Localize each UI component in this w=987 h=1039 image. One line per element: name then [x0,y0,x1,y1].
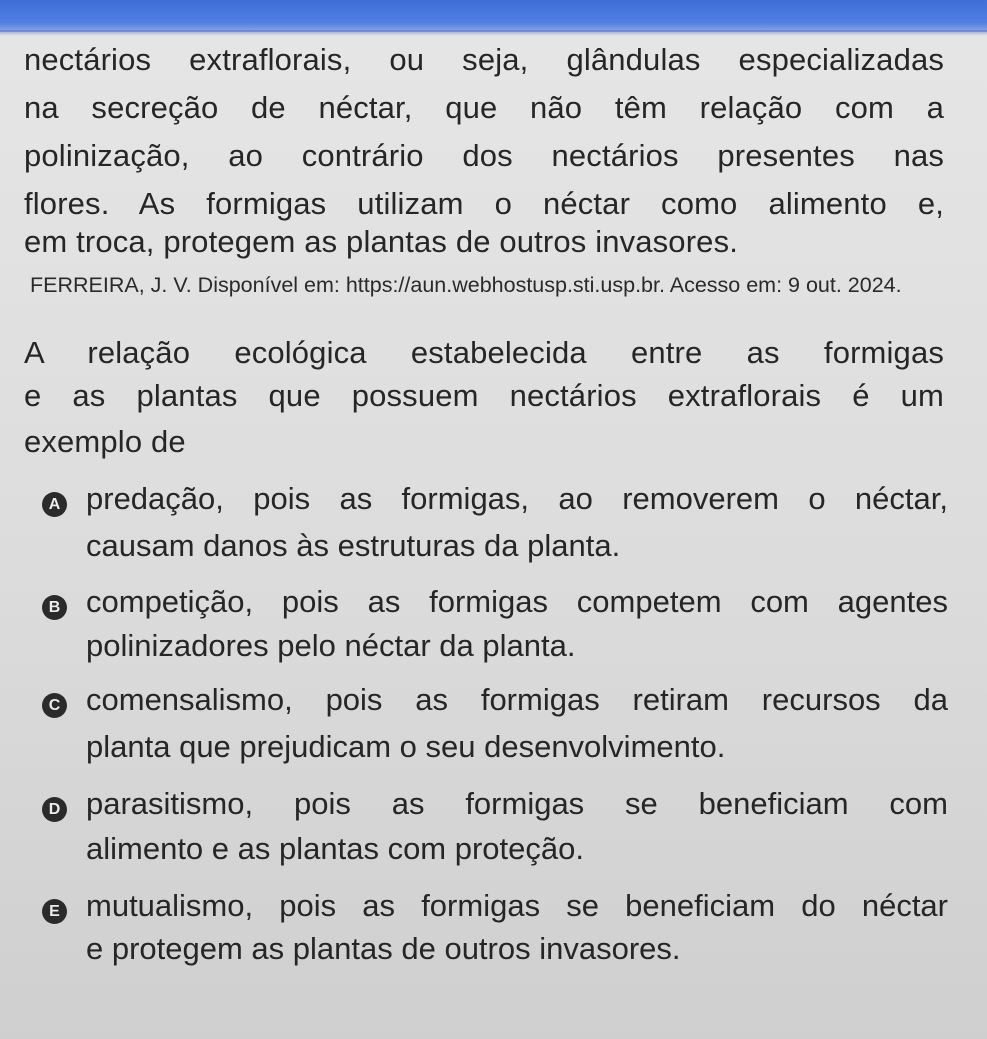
passage-line: polinização, ao contrário dos nectários presentes nas [24,138,944,173]
option-letter-badge: A [42,492,67,517]
source-citation: FERREIRA, J. V. Disponível em: https://aun.webhostusp.sti.usp.br. Acesso em: 9 out. 2024. [30,273,902,297]
option-letter-badge: B [42,595,67,620]
passage-line: na secreção de néctar, que não têm relação com a [24,90,944,125]
option-text-line: mutualismo, pois as formigas se beneficiam do néctar [86,888,948,923]
question-line: e as plantas que possuem nectários extraflorais é um [24,378,944,413]
passage-line: flores. As formigas utilizam o néctar como alimento e, [24,186,944,221]
option-text-line: planta que prejudicam o seu desenvolvimento. [86,729,726,764]
option-text-line: polinizadores pelo néctar da planta. [86,628,576,663]
question-line: A relação ecológica estabelecida entre as formigas [24,335,944,370]
option-text-line: parasitismo, pois as formigas se beneficiam com [86,786,948,821]
passage-line: nectários extraflorais, ou seja, glândulas especializadas [24,42,944,77]
option-text-line: alimento e as plantas com proteção. [86,831,584,866]
option-letter-badge: E [42,899,67,924]
option-letter-badge: C [42,693,67,718]
option-letter-badge: D [42,797,67,822]
passage-line: em troca, protegem as plantas de outros invasores. [24,224,738,259]
option-text-line: comensalismo, pois as formigas retiram recursos da [86,682,948,717]
option-text-line: competição, pois as formigas competem com agentes [86,584,948,619]
question-line: exemplo de [24,424,186,459]
option-text-line: causam danos às estruturas da planta. [86,528,621,563]
option-text-line: e protegem as plantas de outros invasores. [86,931,681,966]
option-text-line: predação, pois as formigas, ao removerem o néctar, [86,481,948,516]
